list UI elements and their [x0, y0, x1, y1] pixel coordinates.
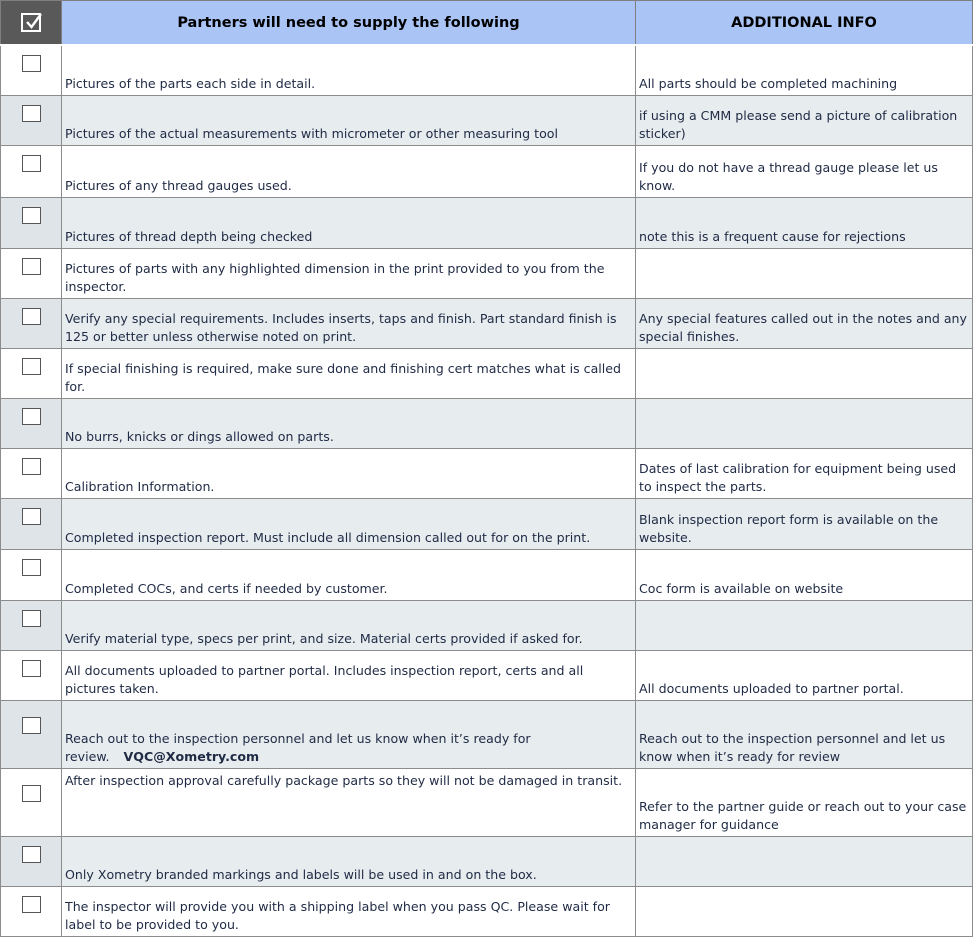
checkbox-cell [1, 398, 62, 448]
requirement-text: Completed COCs, and certs if needed by customer. [62, 549, 636, 600]
header-requirements: Partners will need to supply the following [62, 1, 636, 46]
table-row [1, 348, 973, 398]
row-checkbox[interactable] [22, 559, 41, 576]
requirement-text: Only Xometry branded markings and labels will be used in and on the box. [62, 836, 636, 886]
table-row [1, 650, 973, 700]
additional-info-text: Reach out to the inspection personnel and let us know when it’s ready for review [636, 700, 973, 768]
checkbox-cell [1, 248, 62, 298]
row-checkbox[interactable] [22, 896, 41, 913]
checkbox-cell [1, 348, 62, 398]
requirement-text: Calibration Information. [62, 448, 636, 498]
row-checkbox[interactable] [22, 610, 41, 627]
checkbox-cell [1, 298, 62, 348]
table-row [1, 886, 973, 936]
checkbox-cell [1, 197, 62, 248]
checkbox-cell [1, 700, 62, 768]
checkbox-cell [1, 498, 62, 549]
checkbox-cell [1, 768, 62, 836]
table-row [1, 248, 973, 298]
additional-info-text [636, 348, 973, 398]
additional-info-text: If you do not have a thread gauge please let us know. [636, 145, 973, 197]
additional-info-text [636, 600, 973, 650]
header-row [1, 1, 973, 46]
table-row [1, 549, 973, 600]
additional-info-text: Coc form is available on website [636, 549, 973, 600]
row-checkbox[interactable] [22, 408, 41, 425]
row-checkbox[interactable] [22, 55, 41, 72]
requirement-text: Pictures of the parts each side in detail. [62, 45, 636, 95]
additional-info-text [636, 886, 973, 936]
requirement-text: Pictures of parts with any highlighted dimension in the print provided to you from the inspector. [62, 248, 636, 298]
checkbox-cell [1, 650, 62, 700]
row-checkbox[interactable] [22, 660, 41, 677]
additional-info-text: Blank inspection report form is available on the website. [636, 498, 973, 549]
table-row [1, 498, 973, 549]
checkbox-cell [1, 145, 62, 197]
requirement-text: Verify material type, specs per print, and size. Material certs provided if asked for. [62, 600, 636, 650]
additional-info-text: Any special features called out in the notes and any special finishes. [636, 298, 973, 348]
checkbox-cell [1, 95, 62, 145]
table-row [1, 298, 973, 348]
additional-info-text: if using a CMM please send a picture of calibration sticker) [636, 95, 973, 145]
row-checkbox[interactable] [22, 308, 41, 325]
additional-info-text: Refer to the partner guide or reach out to your case manager for guidance [636, 768, 973, 836]
table-row [1, 398, 973, 448]
requirement-text: Verify any special requirements. Includes inserts, taps and finish. Part standard finish is 125 or better unless otherwise noted on print. [62, 298, 636, 348]
checkbox-cell [1, 549, 62, 600]
requirement-text: Pictures of any thread gauges used. [62, 145, 636, 197]
row-checkbox[interactable] [22, 155, 41, 172]
row-checkbox[interactable] [22, 508, 41, 525]
requirement-text: Pictures of the actual measurements with micrometer or other measuring tool [62, 95, 636, 145]
table-row [1, 45, 973, 95]
checkbox-cell [1, 836, 62, 886]
table-row [1, 768, 973, 836]
row-checkbox[interactable] [22, 785, 41, 802]
checkbox-cell [1, 448, 62, 498]
table-row [1, 95, 973, 145]
row-checkbox[interactable] [22, 717, 41, 734]
requirement-text: If special finishing is required, make sure done and finishing cert matches what is called for. [62, 348, 636, 398]
requirement-text: After inspection approval carefully package parts so they will not be damaged in transit. [62, 768, 636, 836]
additional-info-text [636, 836, 973, 886]
table-row [1, 600, 973, 650]
requirement-text-main: Reach out to the inspection personnel and let us know when it’s ready for review. [65, 730, 531, 764]
requirement-text: Completed inspection report. Must include all dimension called out for on the print. [62, 498, 636, 549]
header-additional-info: ADDITIONAL INFO [636, 1, 973, 46]
additional-info-text [636, 248, 973, 298]
row-checkbox[interactable] [22, 458, 41, 475]
checkbox-cell [1, 600, 62, 650]
row-checkbox[interactable] [22, 207, 41, 224]
requirement-text: All documents uploaded to partner portal. Includes inspection report, certs and all pictures taken. [62, 650, 636, 700]
additional-info-text: note this is a frequent cause for rejections [636, 197, 973, 248]
requirement-text [62, 700, 636, 768]
requirement-text: The inspector will provide you with a shipping label when you pass QC. Please wait for label to be provided to you. [62, 886, 636, 936]
table-row [1, 448, 973, 498]
row-checkbox[interactable] [22, 258, 41, 275]
row-checkbox[interactable] [22, 358, 41, 375]
additional-info-text: All documents uploaded to partner portal. [636, 650, 973, 700]
table-row [1, 145, 973, 197]
header-check-cell [1, 1, 62, 46]
checkbox-cell [1, 886, 62, 936]
checkbox-cell [1, 45, 62, 95]
requirement-text: No burrs, knicks or dings allowed on parts. [62, 398, 636, 448]
requirement-text: Pictures of thread depth being checked [62, 197, 636, 248]
row-checkbox[interactable] [22, 105, 41, 122]
additional-info-text [636, 398, 973, 448]
table-row [1, 700, 973, 768]
table-row [1, 836, 973, 886]
additional-info-text: Dates of last calibration for equipment being used to inspect the parts. [636, 448, 973, 498]
row-checkbox[interactable] [22, 846, 41, 863]
checked-box-icon [21, 13, 41, 32]
table-row [1, 197, 973, 248]
additional-info-text: All parts should be completed machining [636, 45, 973, 95]
contact-email: VQC@Xometry.com [123, 748, 260, 764]
